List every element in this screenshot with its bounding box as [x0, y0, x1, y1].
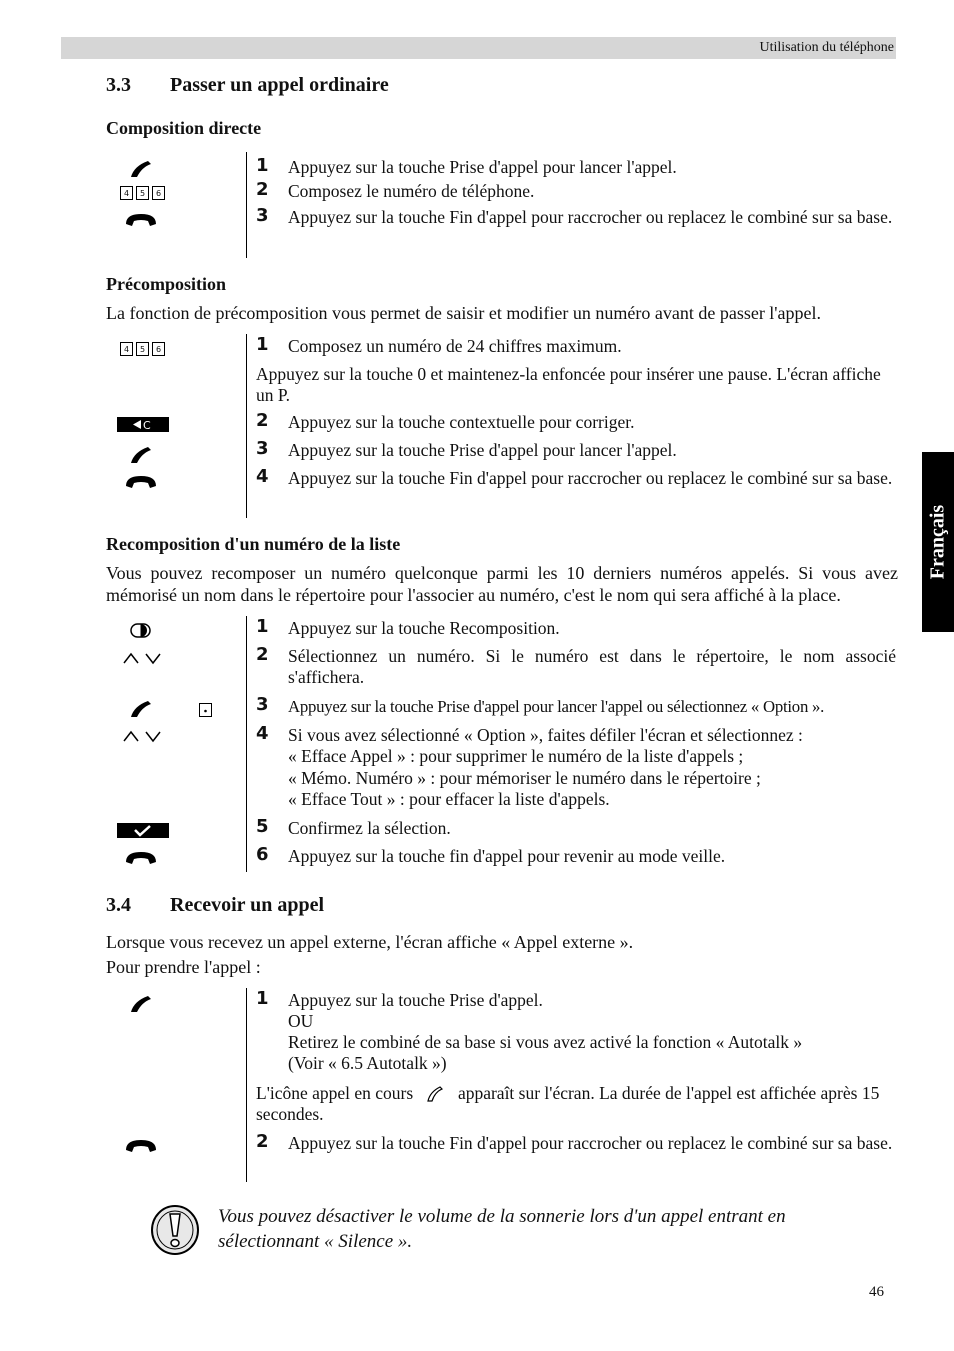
option-item — [256, 746, 896, 767]
note-text: apparaît sur l'écran. La durée de l'appel est affichée après 15 secondes. — [256, 1083, 880, 1124]
step-number: 3 — [256, 438, 269, 459]
step-number: 1 — [256, 155, 269, 176]
page-number: 46 — [869, 1284, 884, 1300]
step-text: Appuyez sur la touche Prise d'appel pour lancer l'appel ou sélectionnez « Option ». — [288, 697, 825, 716]
step — [256, 468, 896, 489]
step — [256, 181, 896, 202]
step-text: Sélectionnez un numéro. Si le numéro est dans le répertoire, le nom associé s'affichera. — [288, 646, 896, 687]
step-text: Retirez le combiné de sa base si vous avez activé la fonction « Autotalk » — [288, 1032, 803, 1052]
step — [256, 990, 896, 1074]
step — [256, 618, 896, 639]
step-text: (Voir « 6.5 Autotalk ») — [288, 1053, 447, 1073]
paragraph: La fonction de précomposition vous permet de saisir et modifier un numéro avant de passer l'appel. — [106, 303, 822, 323]
option-text: « Mémo. Numéro » : pour mémoriser le numéro dans le répertoire ; — [288, 768, 761, 788]
key-4: 4 — [120, 186, 133, 200]
step-number: 4 — [256, 723, 269, 744]
option-softkey-icon — [198, 702, 214, 718]
key-5: 5 — [136, 186, 149, 200]
option-text: « Efface Tout » : pour effacer la liste d'appels. — [288, 789, 610, 809]
step-text: Appuyez sur la touche fin d'appel pour revenir au mode veille. — [288, 846, 726, 866]
step-text: Composez le numéro de téléphone. — [288, 181, 535, 201]
step — [256, 207, 896, 228]
key-6: 6 — [152, 342, 165, 356]
step-text: Appuyez sur la touche Fin d'appel pour raccrocher ou replacez le combiné sur sa base. — [288, 207, 893, 227]
divider-line — [246, 988, 247, 1182]
key-6: 6 — [152, 186, 165, 200]
step-number: 2 — [256, 1131, 269, 1152]
step-text: Composez un numéro de 24 chiffres maximum. — [288, 336, 622, 356]
paragraph: Pour prendre l'appel : — [106, 957, 261, 977]
hangup-handset-icon — [124, 472, 158, 492]
step — [256, 696, 896, 717]
step-number: 6 — [256, 844, 269, 865]
language-tab-label: Français — [926, 504, 949, 580]
step — [256, 440, 896, 461]
exclamation-warning-icon — [150, 1204, 200, 1256]
step-number: 1 — [256, 616, 269, 637]
step-text: Confirmez la sélection. — [288, 818, 451, 838]
warning-note-text: Vous pouvez désactiver le volume de la sonnerie lors d'un appel entrant en sélectionnant « Silence ». — [218, 1206, 786, 1252]
subheading-recomposition: Recomposition d'un numéro de la liste — [106, 534, 401, 554]
step — [256, 336, 896, 357]
option-item — [256, 768, 896, 789]
step — [256, 157, 896, 178]
keypad-icon — [120, 186, 165, 200]
divider-line — [246, 152, 247, 258]
subheading-direct: Composition directe — [106, 118, 262, 138]
divider-line — [246, 334, 247, 518]
hangup-handset-icon — [124, 1136, 158, 1156]
divider-line — [246, 616, 247, 872]
step-number: 1 — [256, 334, 269, 355]
call-handset-icon — [128, 698, 154, 720]
section-number: 3.3 — [106, 74, 131, 96]
step — [256, 1133, 896, 1154]
redial-key-icon — [130, 622, 152, 640]
step-text: OU — [288, 1011, 314, 1031]
step-text: Appuyez sur la touche Prise d'appel. — [288, 990, 543, 1010]
step-text: Si vous avez sélectionné « Option », faites défiler l'écran et sélectionnez : — [288, 725, 803, 745]
paragraph: Vous pouvez recomposer un numéro quelconque parmi les 10 derniers numéros appelés. Si vous avez mémorisé un nom dans le répertoire pour l'associer au numéro, c'est le nom qui sera affiché à la place. — [106, 563, 898, 605]
step-number: 4 — [256, 466, 269, 487]
header-title: Utilisation du téléphone — [759, 40, 894, 55]
step — [256, 818, 896, 839]
confirm-softkey-icon — [117, 823, 169, 838]
step-number: 5 — [256, 816, 269, 837]
call-in-progress-icon — [418, 1083, 454, 1103]
section-title: Passer un appel ordinaire — [170, 74, 389, 96]
key-4: 4 — [120, 342, 133, 356]
up-down-arrows-icon — [122, 650, 164, 666]
section-heading — [106, 74, 389, 97]
step-text: Appuyez sur la touche Fin d'appel pour raccrocher ou replacez le combiné sur sa base. — [288, 468, 893, 488]
keypad-icon — [120, 342, 165, 356]
step-number: 2 — [256, 410, 269, 431]
correct-softkey-icon — [117, 417, 169, 432]
step-text: Appuyez sur la touche Recomposition. — [288, 618, 560, 638]
up-down-arrows-icon — [122, 728, 164, 744]
step — [256, 412, 896, 433]
step-text: Appuyez sur la touche Fin d'appel pour raccrocher ou replacez le combiné sur sa base. — [288, 1133, 893, 1153]
step-number: 3 — [256, 205, 269, 226]
step — [256, 846, 896, 867]
step-text: Appuyez sur la touche Prise d'appel pour lancer l'appel. — [288, 440, 677, 460]
step-text: Appuyez sur la touche Prise d'appel pour lancer l'appel. — [288, 157, 677, 177]
hangup-handset-icon — [124, 210, 158, 230]
hangup-handset-icon — [124, 848, 158, 868]
key-5: 5 — [136, 342, 149, 356]
step-note — [256, 1083, 886, 1125]
call-handset-icon — [128, 993, 154, 1015]
step-number: 2 — [256, 179, 269, 200]
language-tab — [922, 452, 954, 632]
step-number: 3 — [256, 694, 269, 715]
call-handset-icon — [128, 158, 154, 180]
step-note: Appuyez sur la touche 0 et maintenez-la enfoncée pour insérer une pause. L'écran affiche un P. — [256, 364, 881, 405]
subheading-precomposition: Précomposition — [106, 274, 226, 294]
section-heading — [106, 894, 324, 917]
option-item — [256, 789, 896, 810]
section-number: 3.4 — [106, 894, 131, 916]
section-title: Recevoir un appel — [170, 894, 325, 916]
step-number: 1 — [256, 988, 269, 1009]
step-number: 2 — [256, 644, 269, 665]
paragraph: Lorsque vous recevez un appel externe, l'écran affiche « Appel externe ». — [106, 932, 634, 952]
step — [256, 725, 896, 746]
note-text: L'icône appel en cours — [256, 1083, 414, 1103]
step — [256, 646, 896, 688]
call-handset-icon — [128, 444, 154, 466]
option-text: « Efface Appel » : pour supprimer le numéro de la liste d'appels ; — [288, 746, 744, 766]
svg-text:C: C — [143, 419, 151, 432]
step-text: Appuyez sur la touche contextuelle pour corriger. — [288, 412, 635, 432]
